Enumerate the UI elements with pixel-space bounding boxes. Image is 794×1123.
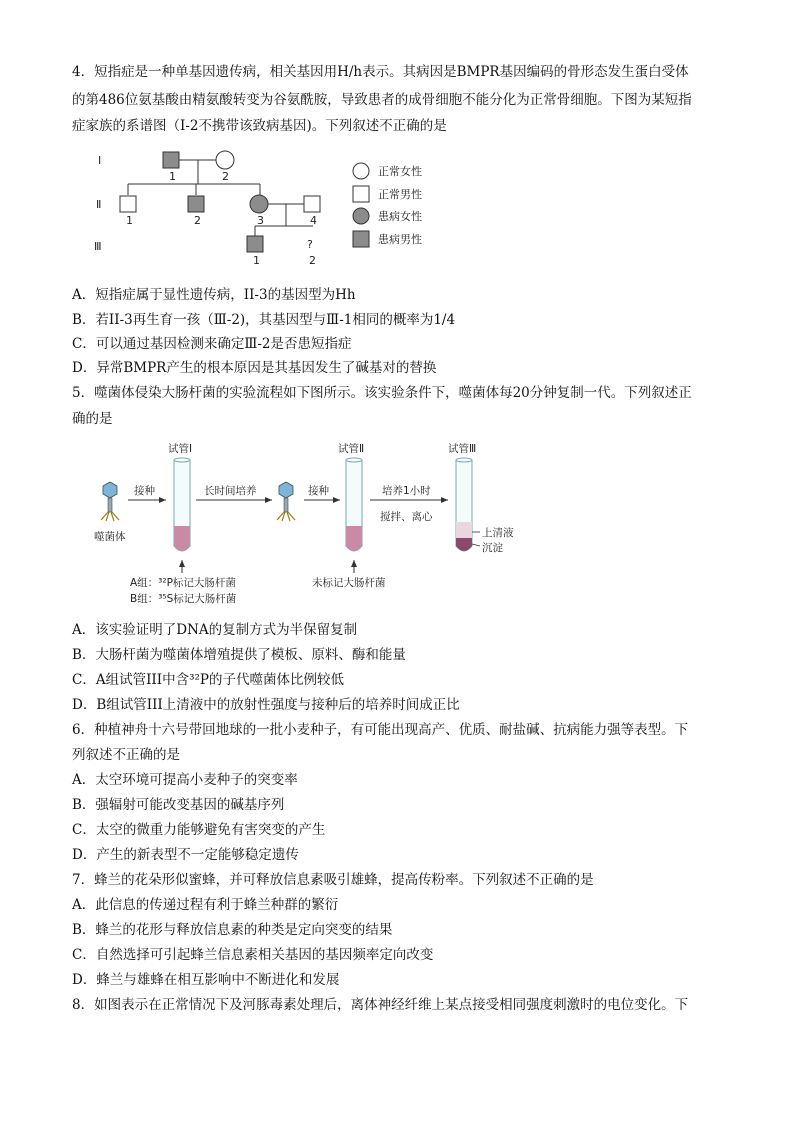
I-2-number: 2 xyxy=(222,170,229,183)
test-tube-3 xyxy=(456,458,480,551)
phage-icon-2 xyxy=(277,482,295,521)
q4-stem-line1: 4．短指症是一种单基因遗传病，相关基因用H/h表示。其病因是BMPR基因编码的骨形态发生蛋白受体 xyxy=(72,64,689,80)
II-2-affected-male xyxy=(188,196,204,212)
q7-option-b: B．蜂兰的花形与释放信息素的种类是定向突变的结果 xyxy=(72,922,393,938)
inoculate2-label: 接种 xyxy=(308,485,329,497)
q6-stem-line1: 6．种植神舟十六号带回地球的一批小麦种子，有可能出现高产、优质、耐盐碱、抗病能力强等表型。下 xyxy=(72,722,689,738)
II-2-number: 2 xyxy=(194,214,201,227)
legend-affected-male: 患病男性 xyxy=(378,233,422,246)
q5-option-b: B．大肠杆菌为噬菌体增殖提供了模板、原料、酶和能量 xyxy=(72,647,406,663)
I-1-affected-male xyxy=(163,152,179,168)
q4-option-b: B．若II-3再生育一孩（Ⅲ-2)，其基因型与Ⅲ-1相同的概率为1/4 xyxy=(72,312,456,328)
test-tube-1 xyxy=(174,458,190,551)
I-2-normal-female xyxy=(216,151,234,169)
q4-option-d: D．异常BMPR产生的根本原因是其基因发生了碱基对的替换 xyxy=(72,360,437,376)
q6-option-b: B．强辐射可能改变基因的碱基序列 xyxy=(72,797,285,813)
culture-1h-label: 培养1小时 xyxy=(382,485,431,497)
q5-option-c: C．A组试管III中含³²P的子代噬菌体比例较低 xyxy=(72,672,344,688)
II-1-number: 1 xyxy=(126,214,133,227)
q5-option-d: D．B组试管III上清液中的放射性强度与接种后的培养时间成正比 xyxy=(72,697,460,713)
q5-stem-line2: 确的是 xyxy=(72,411,113,427)
phage-label: 噬菌体 xyxy=(94,531,126,543)
q4-stem-line3: 症家族的系谱图（Ⅰ-2不携带该致病基因)。下列叙述不正确的是 xyxy=(72,118,447,134)
tube1-label: 试管Ⅰ xyxy=(168,443,193,455)
group-a-label: A组：³²P标记大肠杆菌 xyxy=(130,577,236,589)
legend-affected-female: 患病女性 xyxy=(378,210,422,223)
supernatant-label: 上清液 xyxy=(482,527,514,539)
long-culture-label: 长时间培养 xyxy=(204,485,257,497)
I-1-number: 1 xyxy=(169,170,176,183)
II-3-affected-female xyxy=(250,195,268,213)
stir-centrifuge-label: 搅拌、离心 xyxy=(380,511,433,523)
q7-option-d: D．蜂兰与雄蜂在相互影响中不断进化和发展 xyxy=(72,972,340,988)
legend-normal-female-icon xyxy=(353,163,369,179)
III-1-number: 1 xyxy=(253,254,260,267)
q4-stem-line2: 的第486位氨基酸由精氨酸转变为谷氨酰胺，导致患者的成骨细胞不能分化为正常骨细胞。下图为某短指 xyxy=(72,92,692,108)
II-1-normal-male xyxy=(120,196,136,212)
legend-affected-female-icon xyxy=(353,208,369,224)
legend-normal-male: 正常男性 xyxy=(378,188,422,201)
q8-stem: 8．如图表示在正常情况下及河豚毒素处理后，离体神经纤维上某点接受相同强度刺激时的电位变化。下 xyxy=(72,997,689,1013)
q6-option-d: D．产生的新表型不一定能够稳定遗传 xyxy=(72,847,299,863)
inoculate1-label: 接种 xyxy=(134,485,155,497)
q4-option-c: C．可以通过基因检测来确定Ⅲ-2是否患短指症 xyxy=(72,336,352,352)
q6-option-a: A．太空环境可提高小麦种子的突变率 xyxy=(72,772,298,788)
q5-stem-line1: 5．噬菌体侵染大肠杆菌的实验流程如下图所示。该实验条件下，噬菌体每20分钟复制一代。下列叙述正 xyxy=(72,385,692,401)
q4-option-a: A．短指症属于显性遗传病，II-3的基因型为Hh xyxy=(72,287,356,303)
gen-III-label: Ⅲ xyxy=(94,240,102,253)
phage-icon xyxy=(101,482,119,521)
III-2-number: 2 xyxy=(309,254,316,267)
pedigree-chart xyxy=(88,146,448,276)
III-2-unknown: ? xyxy=(307,238,313,251)
q6-stem-line2: 列叙述不正确的是 xyxy=(72,747,180,763)
legend-affected-male-icon xyxy=(353,231,369,247)
test-tube-2 xyxy=(346,458,362,551)
q7-stem: 7．蜂兰的花朵形似蜜蜂，并可释放信息素吸引雄蜂，提高传粉率。下列叙述不正确的是 xyxy=(72,872,594,888)
II-3-number: 3 xyxy=(257,214,264,227)
legend-normal-female: 正常女性 xyxy=(378,165,422,178)
gen-II-label: Ⅱ xyxy=(96,198,102,211)
tube2-label: 试管Ⅱ xyxy=(338,443,365,455)
q7-option-a: A．此信息的传递过程有利于蜂兰种群的繁衍 xyxy=(72,897,339,913)
q5-option-a: A．该实验证明了DNA的复制方式为半保留复制 xyxy=(72,622,358,638)
III-1-affected-male xyxy=(247,236,263,252)
legend-normal-male-icon xyxy=(353,186,369,202)
q7-option-c: C．自然选择可引起蜂兰信息素相关基因的基因频率定向改变 xyxy=(72,947,434,963)
sediment-label: 沉淀 xyxy=(482,542,503,554)
tube3-label: 试管Ⅲ xyxy=(448,443,477,455)
II-4-normal-male xyxy=(304,196,320,212)
unlabeled-ecoli-label: 未标记大肠杆菌 xyxy=(312,577,386,589)
q6-option-c: C．太空的微重力能够避免有害突变的产生 xyxy=(72,822,326,838)
phage-experiment-diagram xyxy=(90,438,550,608)
II-4-number: 4 xyxy=(310,214,317,227)
gen-I-label: Ⅰ xyxy=(98,154,102,167)
group-b-label: B组：³⁵S标记大肠杆菌 xyxy=(130,593,237,605)
